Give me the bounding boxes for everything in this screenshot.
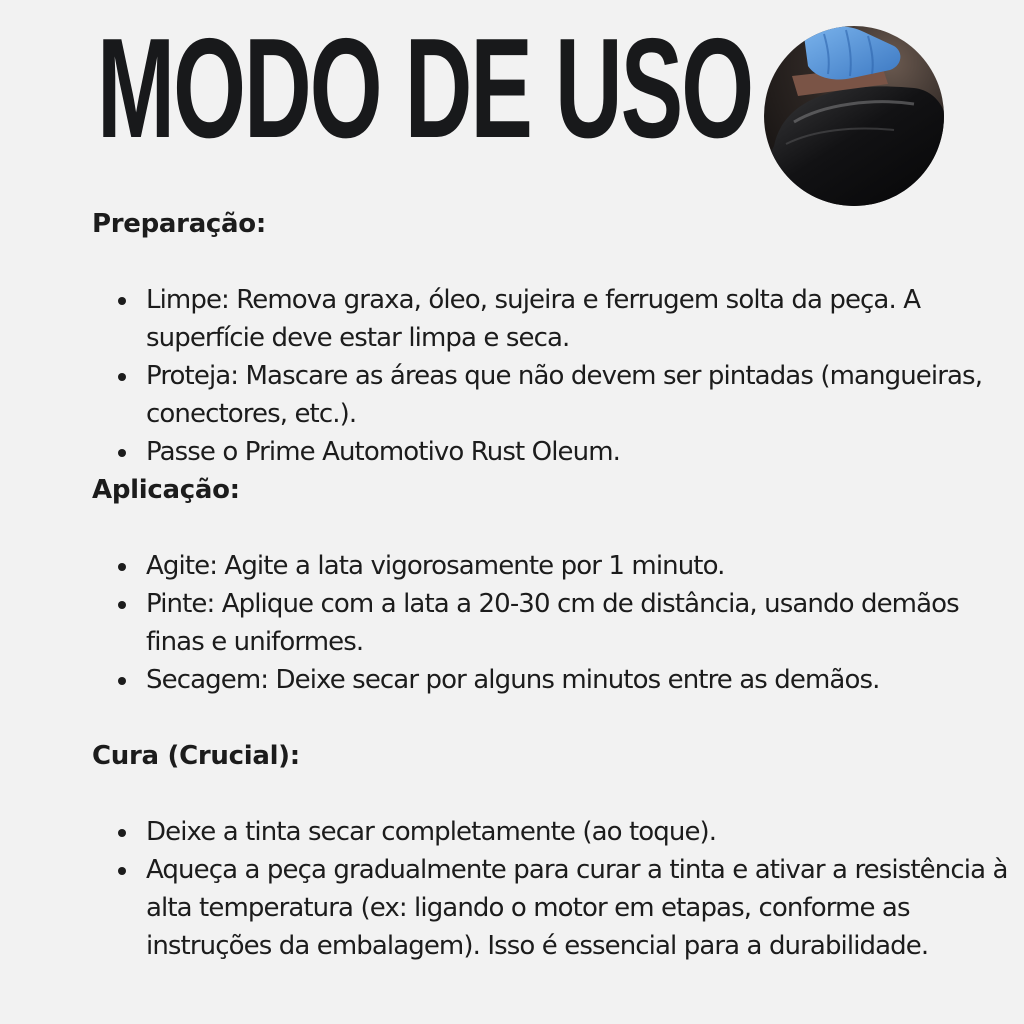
list-item-text: Agite: Agite a lata vigorosamente por 1 minuto. — [146, 551, 725, 581]
list-item — [92, 851, 1017, 965]
list-preparacao — [92, 281, 1017, 471]
bullet-icon — [118, 373, 126, 381]
sanding-photo — [764, 26, 944, 206]
list-item-text: Aqueça a peça gradualmente para curar a tinta e ativar a resistência à alta temperatura (ex: ligando o motor em etapas, conforme as instruções da embalagem). Isso é essencial para a durabilidade. — [146, 855, 1008, 961]
bullet-icon — [118, 601, 126, 609]
list-item-text: Deixe a tinta secar completamente (ao toque). — [146, 817, 717, 847]
bullet-icon — [118, 563, 126, 571]
bullet-icon — [118, 677, 126, 685]
list-item — [92, 813, 1017, 851]
list-item — [92, 661, 1017, 699]
page-title: MODO DE USO — [97, 9, 753, 168]
list-item — [92, 357, 1017, 433]
instructions — [92, 205, 1017, 965]
list-cura — [92, 813, 1017, 965]
list-item-text: Passe o Prime Automotivo Rust Oleum. — [146, 437, 621, 467]
list-item-text: Proteja: Mascare as áreas que não devem ser pintadas (mangueiras, conectores, etc.). — [146, 361, 983, 429]
sanding-photo-illustration — [764, 26, 944, 206]
list-item — [92, 585, 1017, 661]
list-item-text: Limpe: Remova graxa, óleo, sujeira e ferrugem solta da peça. A superfície deve estar limpa e seca. — [146, 285, 921, 353]
list-item — [92, 547, 1017, 585]
bullet-icon — [118, 449, 126, 457]
section-heading-preparacao: Preparação: — [92, 209, 266, 239]
bullet-icon — [118, 829, 126, 837]
list-aplicacao — [92, 547, 1017, 699]
list-item — [92, 281, 1017, 357]
section-heading-cura: Cura (Crucial): — [92, 741, 300, 771]
bullet-icon — [118, 297, 126, 305]
list-item-text: Pinte: Aplique com a lata a 20-30 cm de distância, usando demãos finas e uniformes. — [146, 589, 959, 657]
section-heading-aplicacao: Aplicação: — [92, 475, 240, 505]
list-item — [92, 433, 1017, 471]
bullet-icon — [118, 867, 126, 875]
list-item-text: Secagem: Deixe secar por alguns minutos entre as demãos. — [146, 665, 880, 695]
